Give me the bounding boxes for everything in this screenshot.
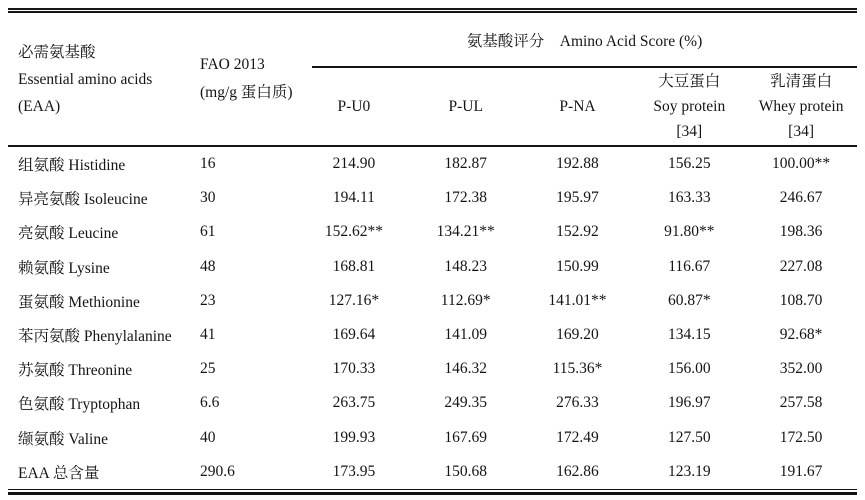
table-row-threonine [8,352,857,386]
table-body [8,147,857,489]
fao-header-line2: (mg/g 蛋白质) [200,84,293,101]
row-label: 苏氨酸 Threonine [18,362,133,380]
score-soy: 156.25 [667,155,711,173]
row-label: 亮氨酸 Leucine [18,225,119,243]
score-whey: 172.50 [779,428,823,446]
score-pu0: 173.95 [332,462,376,480]
score-whey: 257.58 [779,394,823,412]
score-pna: 169.20 [556,326,599,344]
table-row-histidine [8,147,857,181]
score-pu0: 214.90 [332,155,376,173]
header-col-pu0 [298,68,410,145]
row-label: 异亮氨酸 Isoleucine [18,191,148,209]
soy-label-en: Soy protein [653,98,726,115]
score-pna: 172.49 [556,428,599,446]
score-pul: 134.21** [436,223,495,241]
fao-value: 25 [200,360,216,378]
fao-value: 61 [200,223,216,241]
fao-value: 40 [200,428,216,446]
table-row-lysine [8,250,857,284]
table-row-tryptophan [8,386,857,420]
score-whey: 246.67 [779,189,823,207]
score-soy: 91.80** [664,223,715,241]
whey-citation: [34] [788,123,814,140]
fao-header-line1: FAO 2013 [200,56,265,73]
table-row-eaa-total [8,455,857,489]
pna-label: P-NA [559,98,596,115]
score-whey: 227.08 [779,257,823,275]
score-soy: 123.19 [667,462,711,480]
score-whey: 92.68* [779,326,823,344]
score-pu0: 199.93 [332,428,376,446]
score-soy: 116.67 [668,257,711,275]
score-pna: 152.92 [556,223,599,241]
score-pul: 148.23 [444,257,487,275]
score-pul: 112.69* [440,291,491,309]
whey-label-en: Whey protein [758,98,844,115]
table-header [8,13,857,145]
fao-value: 30 [200,189,216,207]
score-soy: 156.00 [667,360,711,378]
score-pu0: 263.75 [332,394,376,412]
table-row-isoleucine [8,181,857,215]
score-soy: 163.33 [667,189,711,207]
amino-acid-score-group-label: 氨基酸评分 Amino Acid Score (%) [466,32,703,50]
score-soy: 127.50 [667,428,711,446]
score-pu0: 169.64 [332,326,376,344]
table-bottom-rule-thick [8,492,857,495]
score-pul: 150.68 [444,462,487,480]
score-pul: 141.09 [444,326,487,344]
score-pna: 195.97 [556,189,599,207]
row-label: 色氨酸 Tryptophan [18,396,141,414]
eaa-header-zh: 必需氨基酸 [18,43,96,61]
table-row-leucine [8,215,857,249]
table-row-valine [8,421,857,455]
fao-value: 6.6 [200,394,220,412]
fao-value: 16 [200,155,216,173]
score-pu0: 127.16* [328,291,380,309]
score-pul: 249.35 [444,394,487,412]
header-essential-amino-acids [8,13,188,145]
eaa-header-abbr: (EAA) [18,97,61,115]
score-pna: 141.01** [548,291,607,309]
amino-acid-score-table [8,8,857,495]
header-col-whey-protein [745,68,857,145]
row-label: 蛋氨酸 Methionine [18,293,140,311]
header-col-pna [522,68,634,145]
table-row-methionine [8,284,857,318]
soy-citation: [34] [676,123,703,140]
header-col-soy-protein [633,68,745,145]
score-pna: 276.33 [556,394,599,412]
whey-label-zh: 乳清蛋白 [770,73,833,90]
fao-value: 290.6 [200,462,235,480]
score-pna: 150.99 [556,257,599,275]
score-soy: 134.15 [667,326,711,344]
row-label: EAA 总含量 [18,464,100,482]
score-pna: 115.36* [552,360,603,378]
score-pu0: 168.81 [332,257,376,275]
score-pna: 162.86 [556,462,599,480]
score-pna: 192.88 [556,155,599,173]
header-fao-2013 [188,13,298,145]
header-col-pul [410,68,522,145]
row-label: 苯丙氨酸 Phenylalanine [18,328,172,346]
score-whey: 352.00 [779,360,823,378]
score-pul: 182.87 [444,155,487,173]
fao-value: 48 [200,257,216,275]
score-whey: 108.70 [779,291,823,309]
score-pu0: 194.11 [332,189,375,207]
score-whey: 198.36 [779,223,823,241]
score-pul: 146.32 [444,360,487,378]
pul-label: P-UL [448,98,483,115]
fao-value: 41 [200,326,216,344]
score-soy: 196.97 [667,394,711,412]
score-pul: 167.69 [444,428,487,446]
score-pu0: 152.62** [324,223,383,241]
row-label: 缬氨酸 Valine [18,430,108,448]
score-pu0: 170.33 [332,360,376,378]
score-whey: 100.00** [772,155,831,173]
score-pul: 172.38 [444,189,487,207]
eaa-header-en: Essential amino acids [18,70,153,88]
soy-label-zh: 大豆蛋白 [658,73,721,90]
score-soy: 60.87* [667,291,711,309]
score-whey: 191.67 [779,462,823,480]
row-label: 赖氨酸 Lysine [18,259,110,277]
pu0-label: P-U0 [337,98,371,115]
header-amino-acid-score-group [312,13,857,68]
fao-value: 23 [200,291,216,309]
row-label: 组氨酸 Histidine [18,157,126,175]
table-row-phenylalanine [8,318,857,352]
